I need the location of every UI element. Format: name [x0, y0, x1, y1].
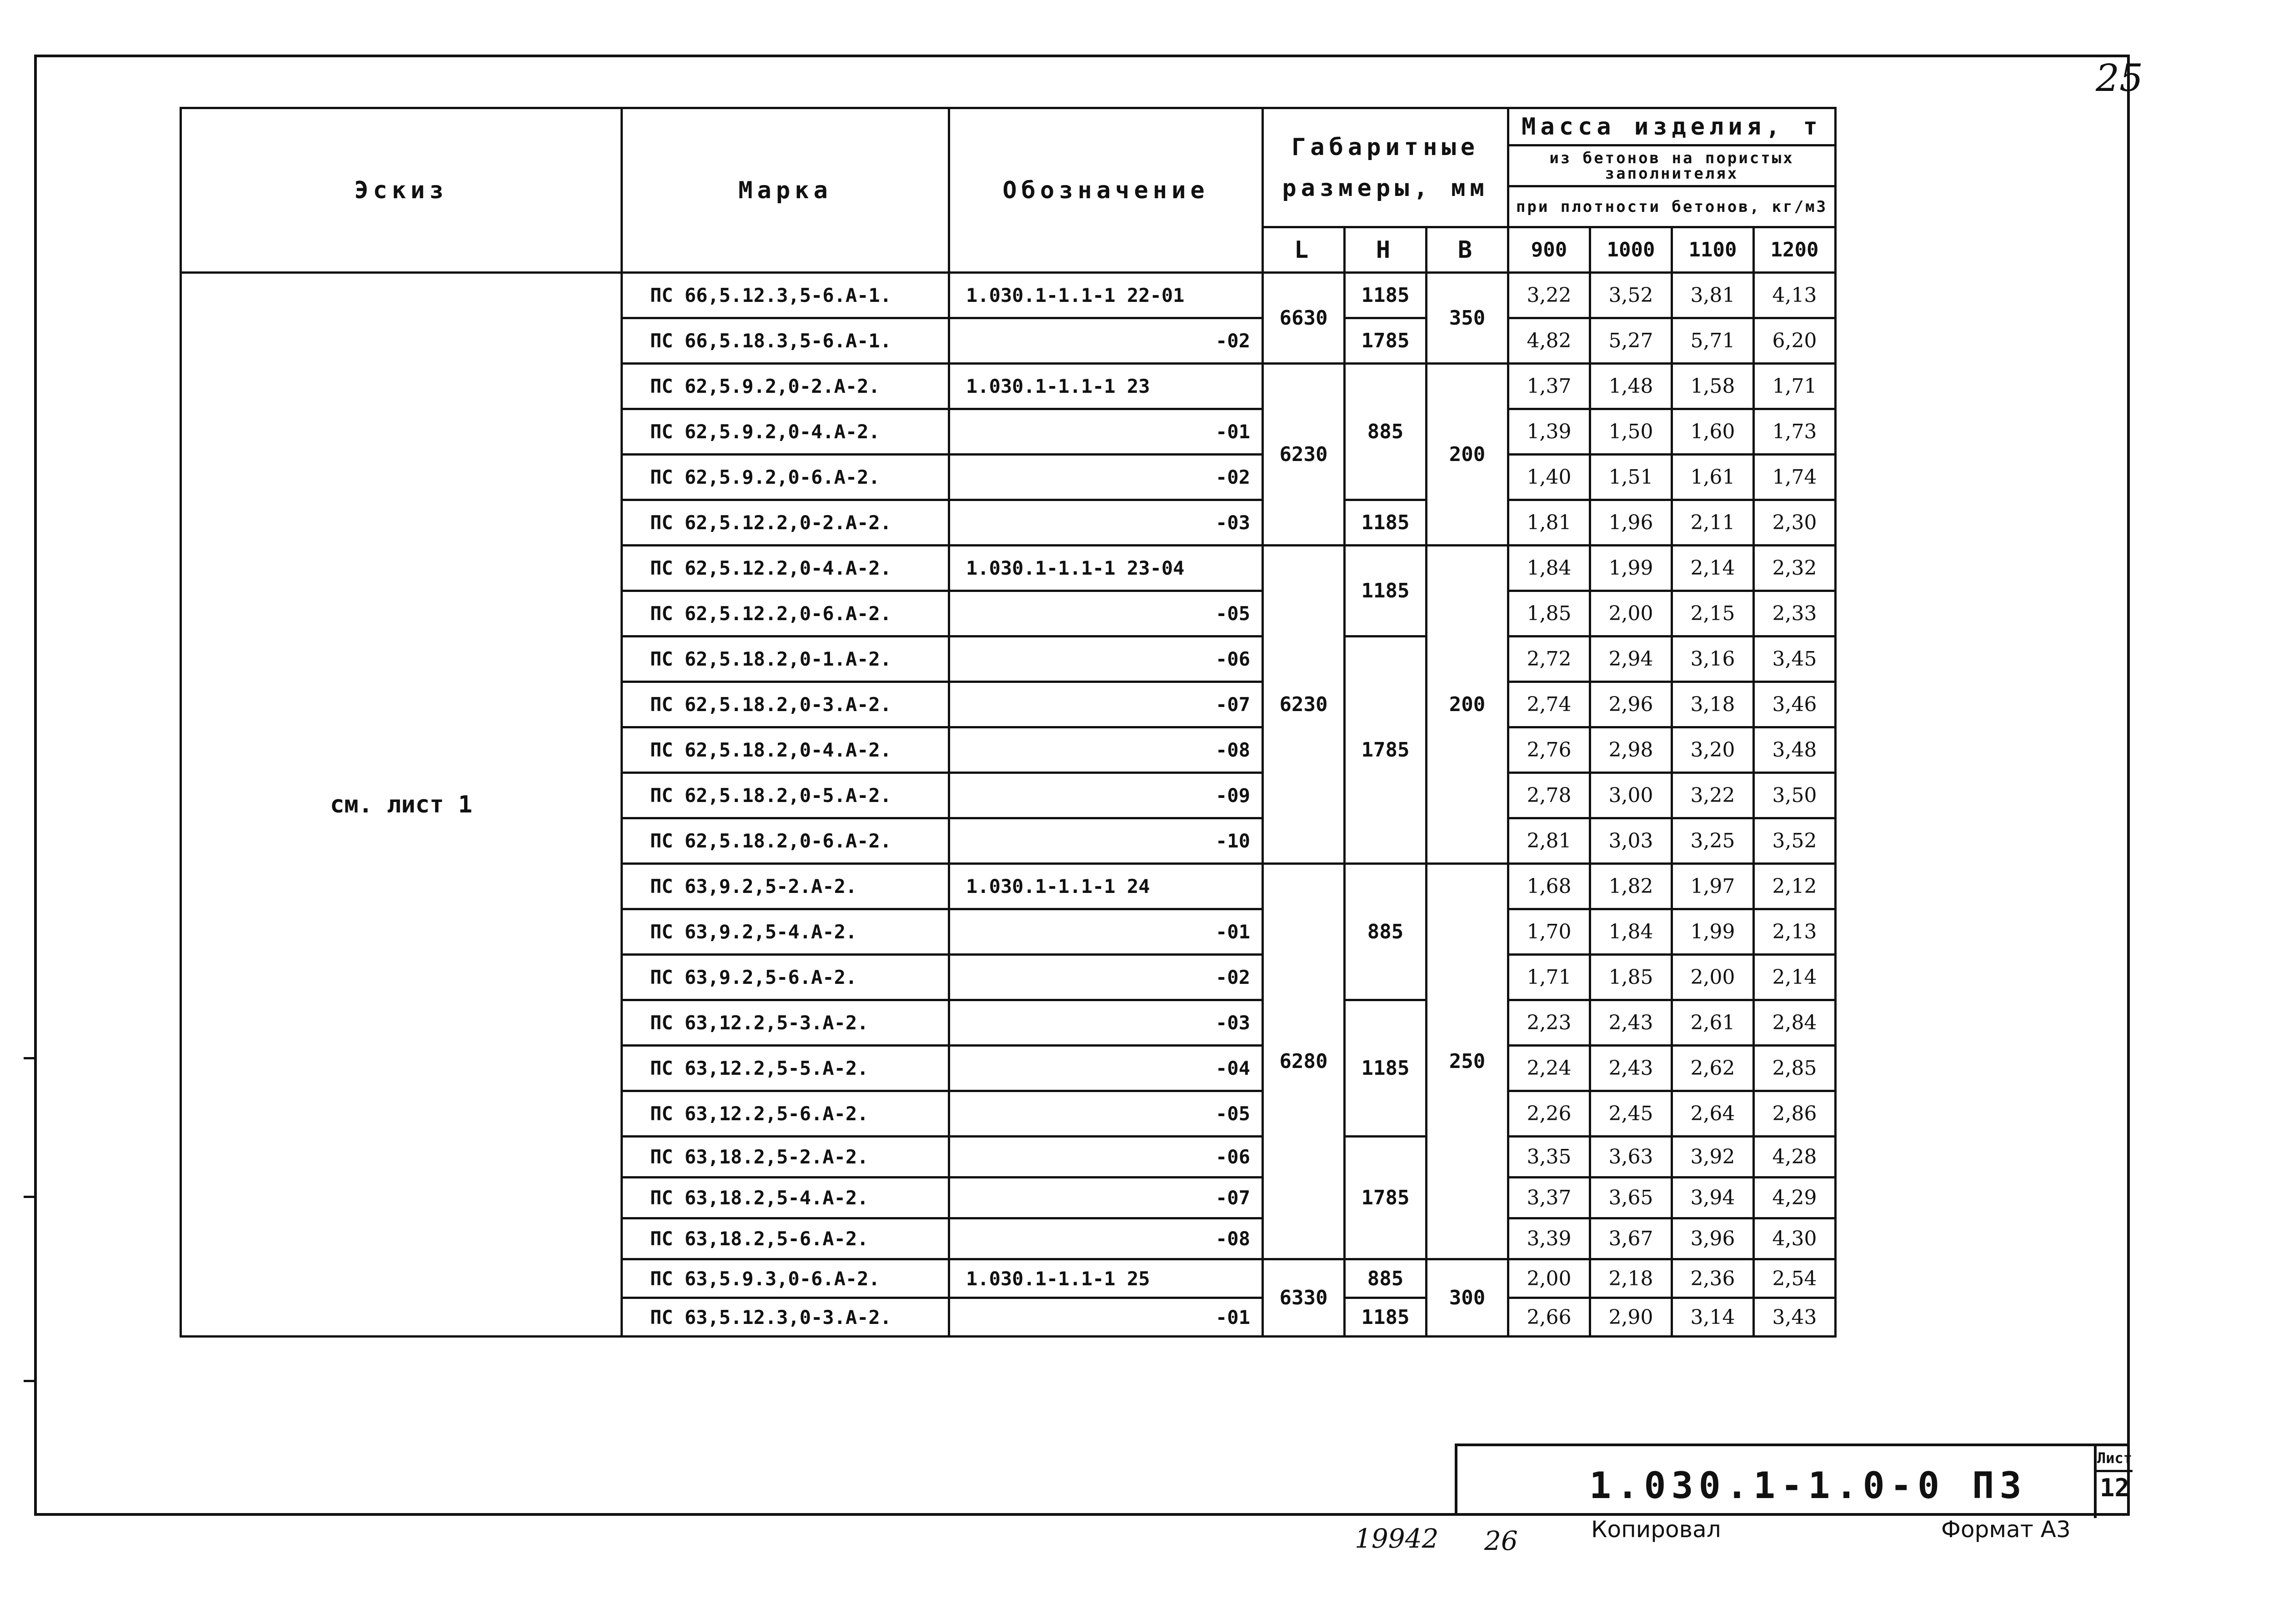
mass-cell: 2,33 [1754, 591, 1836, 637]
marka-cell: ПС 63,9.2,5-2.А-2. [622, 864, 949, 909]
marka-cell: ПС 62,5.18.2,0-1.А-2. [622, 637, 949, 682]
mass-cell: 6,20 [1754, 318, 1836, 364]
mass-cell: 3,45 [1754, 637, 1836, 682]
mass-cell: 5,71 [1672, 318, 1754, 364]
marka-cell: ПС 63,9.2,5-6.А-2. [622, 955, 949, 1000]
mass-cell: 2,11 [1672, 500, 1754, 546]
sheet-box [2094, 1446, 2133, 1518]
dim-h-cell: 1185 [1345, 1298, 1427, 1337]
oboznachenie-cell: -10 [949, 818, 1263, 864]
mass-cell: 5,27 [1590, 318, 1672, 364]
mass-cell: 1,82 [1590, 864, 1672, 909]
mass-cell: 1,70 [1508, 909, 1590, 955]
oboznachenie-cell: 1.030.1-1.1-1 23-04 [949, 546, 1263, 591]
mass-cell: 3,14 [1672, 1298, 1754, 1337]
oboznachenie-cell: -05 [949, 591, 1263, 637]
marka-cell: ПС 63,9.2,5-4.А-2. [622, 909, 949, 955]
dim-b-cell: 250 [1427, 864, 1508, 1259]
mass-cell: 1,51 [1590, 455, 1672, 500]
oboznachenie-cell: 1.030.1-1.1-1 25 [949, 1259, 1263, 1298]
header-massa-sub1: из бетонов на пористых заполнителях [1508, 145, 1836, 186]
header-density: 1000 [1590, 227, 1672, 273]
mass-cell: 2,36 [1672, 1259, 1754, 1298]
mass-cell: 3,63 [1590, 1137, 1672, 1178]
oboznachenie-cell: -07 [949, 1178, 1263, 1218]
mass-cell: 2,12 [1754, 864, 1836, 909]
dim-b-cell: 200 [1427, 546, 1508, 864]
mass-cell: 1,97 [1672, 864, 1754, 909]
oboznachenie-cell: -05 [949, 1091, 1263, 1137]
dim-l-cell: 6330 [1263, 1259, 1345, 1337]
mass-cell: 1,48 [1590, 364, 1672, 409]
mass-cell: 1,71 [1754, 364, 1836, 409]
format-label: Формат А3 [1941, 1516, 2071, 1543]
mass-cell: 3,25 [1672, 818, 1754, 864]
mass-cell: 2,85 [1754, 1046, 1836, 1091]
mass-cell: 2,78 [1508, 773, 1590, 818]
mass-cell: 2,66 [1508, 1298, 1590, 1337]
marka-cell: ПС 66,5.12.3,5-6.А-1. [622, 273, 949, 318]
mass-cell: 2,76 [1508, 727, 1590, 773]
mass-cell: 1,68 [1508, 864, 1590, 909]
mass-cell: 3,35 [1508, 1137, 1590, 1178]
mass-cell: 2,45 [1590, 1091, 1672, 1137]
dim-l-cell: 6230 [1263, 364, 1345, 546]
header-density: 900 [1508, 227, 1590, 273]
mass-cell: 3,16 [1672, 637, 1754, 682]
mass-cell: 4,29 [1754, 1178, 1836, 1218]
mass-cell: 2,24 [1508, 1046, 1590, 1091]
sheet-number: 12 [2099, 1474, 2130, 1502]
mass-cell: 2,81 [1508, 818, 1590, 864]
oboznachenie-cell: -04 [949, 1046, 1263, 1091]
oboznachenie-cell: -01 [949, 909, 1263, 955]
marka-cell: ПС 63,12.2,5-3.А-2. [622, 1000, 949, 1046]
mass-cell: 3,03 [1590, 818, 1672, 864]
header-density: 1100 [1672, 227, 1754, 273]
oboznachenie-cell: 1.030.1-1.1-1 22-01 [949, 273, 1263, 318]
mass-cell: 3,67 [1590, 1218, 1672, 1259]
dim-b-cell: 350 [1427, 273, 1508, 364]
dim-h-cell: 1185 [1345, 500, 1427, 546]
oboznachenie-cell: -02 [949, 955, 1263, 1000]
mass-cell: 2,98 [1590, 727, 1672, 773]
oboznachenie-cell: 1.030.1-1.1-1 24 [949, 864, 1263, 909]
mass-cell: 1,39 [1508, 409, 1590, 455]
marka-cell: ПС 66,5.18.3,5-6.А-1. [622, 318, 949, 364]
specification-table [180, 107, 1837, 1338]
mass-cell: 3,52 [1590, 273, 1672, 318]
mass-cell: 3,65 [1590, 1178, 1672, 1218]
margin-tick [24, 1196, 35, 1198]
oboznachenie-cell: -07 [949, 682, 1263, 727]
mass-cell: 1,85 [1590, 955, 1672, 1000]
marka-cell: ПС 63,12.2,5-5.А-2. [622, 1046, 949, 1091]
mass-cell: 1,84 [1508, 546, 1590, 591]
mass-cell: 2,62 [1672, 1046, 1754, 1091]
oboznachenie-cell: -02 [949, 318, 1263, 364]
mass-cell: 2,26 [1508, 1091, 1590, 1137]
mass-cell: 1,99 [1672, 909, 1754, 955]
eskiz-reference: см. лист 1 [181, 273, 622, 1337]
mass-cell: 2,23 [1508, 1000, 1590, 1046]
oboznachenie-cell: -03 [949, 500, 1263, 546]
mass-cell: 2,43 [1590, 1000, 1672, 1046]
marka-cell: ПС 62,5.12.2,0-2.А-2. [622, 500, 949, 546]
marka-cell: ПС 62,5.18.2,0-5.А-2. [622, 773, 949, 818]
oboznachenie-cell: -08 [949, 727, 1263, 773]
dim-l-cell: 6280 [1263, 864, 1345, 1259]
mass-cell: 2,15 [1672, 591, 1754, 637]
header-gabarit: Габаритные размеры, мм [1263, 108, 1508, 227]
marka-cell: ПС 63,5.12.3,0-3.А-2. [622, 1298, 949, 1337]
mass-cell: 3,18 [1672, 682, 1754, 727]
inventory-number: 19942 [1355, 1523, 1439, 1554]
dim-h-cell: 1185 [1345, 1000, 1427, 1137]
document-code: 1.030.1-1.0-0 ПЗ [1589, 1464, 2027, 1507]
header-l: L [1263, 227, 1345, 273]
page-number: 25 [2096, 57, 2143, 100]
header-eskiz: Эскиз [181, 108, 622, 273]
mass-cell: 2,14 [1754, 955, 1836, 1000]
mass-cell: 2,43 [1590, 1046, 1672, 1091]
marka-cell: ПС 62,5.18.2,0-3.А-2. [622, 682, 949, 727]
dim-b-cell: 200 [1427, 364, 1508, 546]
header-massa: Масса изделия, т [1508, 108, 1836, 145]
dim-h-cell: 1785 [1345, 318, 1427, 364]
dim-l-cell: 6230 [1263, 546, 1345, 864]
oboznachenie-cell: -06 [949, 637, 1263, 682]
mass-cell: 2,00 [1508, 1259, 1590, 1298]
dim-h-cell: 885 [1345, 864, 1427, 1000]
header-marka: Марка [622, 108, 949, 273]
mass-cell: 3,52 [1754, 818, 1836, 864]
mass-cell: 3,48 [1754, 727, 1836, 773]
mass-cell: 1,71 [1508, 955, 1590, 1000]
header-b: B [1427, 227, 1508, 273]
mass-cell: 3,96 [1672, 1218, 1754, 1259]
dim-h-cell: 885 [1345, 1259, 1427, 1298]
mass-cell: 1,74 [1754, 455, 1836, 500]
mass-cell: 3,39 [1508, 1218, 1590, 1259]
marka-cell: ПС 62,5.9.2,0-6.А-2. [622, 455, 949, 500]
mass-cell: 2,84 [1754, 1000, 1836, 1046]
mass-cell: 1,85 [1508, 591, 1590, 637]
mass-cell: 2,14 [1672, 546, 1754, 591]
dim-h-cell: 1185 [1345, 546, 1427, 637]
marka-cell: ПС 63,12.2,5-6.А-2. [622, 1091, 949, 1137]
mass-cell: 2,13 [1754, 909, 1836, 955]
margin-tick [24, 1057, 35, 1059]
marka-cell: ПС 63,18.2,5-4.А-2. [622, 1178, 949, 1218]
mass-cell: 2,18 [1590, 1259, 1672, 1298]
mass-cell: 2,72 [1508, 637, 1590, 682]
oboznachenie-cell: -02 [949, 455, 1263, 500]
oboznachenie-cell: -03 [949, 1000, 1263, 1046]
dim-h-cell: 1785 [1345, 1137, 1427, 1259]
table-row [181, 273, 1836, 318]
mass-cell: 1,81 [1508, 500, 1590, 546]
mass-cell: 2,90 [1590, 1298, 1672, 1337]
mass-cell: 3,43 [1754, 1298, 1836, 1337]
mass-cell: 2,74 [1508, 682, 1590, 727]
mass-cell: 2,94 [1590, 637, 1672, 682]
mass-cell: 3,50 [1754, 773, 1836, 818]
mass-cell: 4,28 [1754, 1137, 1836, 1178]
mass-cell: 1,99 [1590, 546, 1672, 591]
copied-by-label: Копировал [1591, 1516, 1721, 1543]
mass-cell: 1,96 [1590, 500, 1672, 546]
mass-cell: 3,92 [1672, 1137, 1754, 1178]
mass-cell: 3,37 [1508, 1178, 1590, 1218]
mass-cell: 2,64 [1672, 1091, 1754, 1137]
dim-h-cell: 1185 [1345, 273, 1427, 318]
mass-cell: 3,81 [1672, 273, 1754, 318]
margin-tick [24, 1380, 35, 1382]
mass-cell: 2,96 [1590, 682, 1672, 727]
header-density: 1200 [1754, 227, 1836, 273]
mass-cell: 1,84 [1590, 909, 1672, 955]
marka-cell: ПС 63,5.9.3,0-6.А-2. [622, 1259, 949, 1298]
mass-cell: 2,30 [1754, 500, 1836, 546]
oboznachenie-cell: -01 [949, 1298, 1263, 1337]
mass-cell: 2,86 [1754, 1091, 1836, 1137]
mass-cell: 1,50 [1590, 409, 1672, 455]
mass-cell: 2,00 [1590, 591, 1672, 637]
header-h: H [1345, 227, 1427, 273]
dim-h-cell: 1785 [1345, 637, 1427, 864]
marka-cell: ПС 63,18.2,5-6.А-2. [622, 1218, 949, 1259]
mass-cell: 2,54 [1754, 1259, 1836, 1298]
header-oboznachenie: Обозначение [949, 108, 1263, 273]
mass-cell: 4,82 [1508, 318, 1590, 364]
header-massa-sub2: при плотности бетонов, кг/м3 [1508, 186, 1836, 227]
mass-cell: 2,32 [1754, 546, 1836, 591]
oboznachenie-cell: -01 [949, 409, 1263, 455]
mass-cell: 1,73 [1754, 409, 1836, 455]
mass-cell: 3,94 [1672, 1178, 1754, 1218]
oboznachenie-cell: 1.030.1-1.1-1 23 [949, 364, 1263, 409]
sheet-label: Лист [2097, 1446, 2133, 1472]
mass-cell: 4,13 [1754, 273, 1836, 318]
mass-cell: 3,46 [1754, 682, 1836, 727]
oboznachenie-cell: -06 [949, 1137, 1263, 1178]
mass-cell: 1,61 [1672, 455, 1754, 500]
mass-cell: 1,58 [1672, 364, 1754, 409]
dim-h-cell: 885 [1345, 364, 1427, 500]
dim-l-cell: 6630 [1263, 273, 1345, 364]
mass-cell: 1,40 [1508, 455, 1590, 500]
marka-cell: ПС 62,5.9.2,0-4.А-2. [622, 409, 949, 455]
mass-cell: 2,00 [1672, 955, 1754, 1000]
mass-cell: 3,22 [1672, 773, 1754, 818]
title-block [1455, 1444, 2133, 1515]
mass-cell: 3,22 [1508, 273, 1590, 318]
marka-cell: ПС 62,5.12.2,0-6.А-2. [622, 591, 949, 637]
marka-cell: ПС 62,5.18.2,0-6.А-2. [622, 818, 949, 864]
mass-cell: 4,30 [1754, 1218, 1836, 1259]
marka-cell: ПС 62,5.18.2,0-4.А-2. [622, 727, 949, 773]
oboznachenie-cell: -08 [949, 1218, 1263, 1259]
marka-cell: ПС 62,5.12.2,0-4.А-2. [622, 546, 949, 591]
marka-cell: ПС 63,18.2,5-2.А-2. [622, 1137, 949, 1178]
inventory-suffix: 26 [1484, 1525, 1518, 1556]
dim-b-cell: 300 [1427, 1259, 1508, 1337]
mass-cell: 3,20 [1672, 727, 1754, 773]
mass-cell: 3,00 [1590, 773, 1672, 818]
mass-cell: 2,61 [1672, 1000, 1754, 1046]
oboznachenie-cell: -09 [949, 773, 1263, 818]
mass-cell: 1,60 [1672, 409, 1754, 455]
marka-cell: ПС 62,5.9.2,0-2.А-2. [622, 364, 949, 409]
mass-cell: 1,37 [1508, 364, 1590, 409]
